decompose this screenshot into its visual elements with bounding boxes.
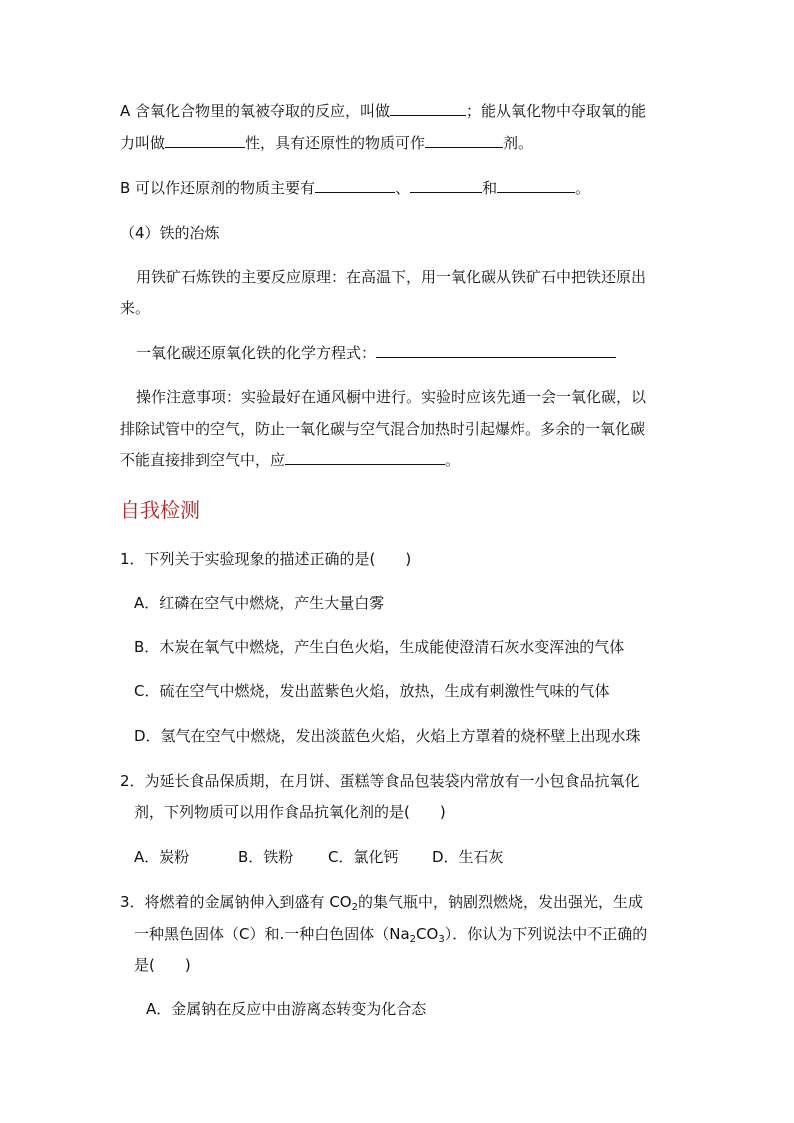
notes-line3-a: 不能直接排到空气中，应 <box>120 451 286 469</box>
q3-line2-sub1: 2 <box>409 934 417 945</box>
answer-blank[interactable] <box>315 177 395 193</box>
q3-line1-b: 的集气瓶中，钠剧烈燃烧，发出强光，生成 <box>357 893 643 911</box>
q1-option-d[interactable]: D．氢气在空气中燃烧，发出淡蓝色火焰，火焰上方罩着的烧杯壁上出现水珠 <box>134 727 641 745</box>
answer-blank[interactable] <box>497 177 575 193</box>
answer-blank[interactable] <box>390 100 466 116</box>
iron-notes-line2: 排除试管中的空气，防止一氧化碳与空气混合加热时引起爆炸。多余的一氧化碳 <box>120 420 646 438</box>
q3-stem-line1 <box>120 891 643 913</box>
q2-option-c[interactable]: C．氯化钙 <box>328 848 399 866</box>
answer-blank[interactable] <box>410 177 482 193</box>
notes-line3-b: 。 <box>445 451 461 469</box>
q3-line2-b: CO <box>416 925 439 943</box>
iron-principle-line2: 来。 <box>120 299 151 317</box>
q2-options-row <box>134 846 504 868</box>
self-test-heading: 自我检测 <box>120 498 200 522</box>
q1-option-a[interactable]: A．红磷在空气中燃烧，产生大量白雾 <box>134 594 385 612</box>
section-a-line2-c: 剂。 <box>503 134 534 152</box>
equation-label: 一氧化碳还原氧化铁的化学方程式： <box>136 344 377 362</box>
q3-line2-c: ）．你认为下列说法中不正确的 <box>444 925 648 943</box>
iron-principle-line1: 用铁矿石炼铁的主要反应原理：在高温下，用一氧化碳从铁矿石中把铁还原出 <box>136 268 647 286</box>
q3-line1-sub: 2 <box>351 902 358 913</box>
iron-equation-line <box>136 342 616 364</box>
section-b-text: B 可以作还原剂的物质主要有 <box>120 179 316 197</box>
section-a-text: A 含氧化合物里的氧被夺取的反应，叫做 <box>120 102 391 120</box>
answer-blank[interactable] <box>425 132 503 148</box>
q3-stem-line3: 是( ) <box>134 956 191 974</box>
q3-line2-a: 一种黑色固体（C）和.一种白色固体（Na <box>134 925 410 943</box>
section-a-line1 <box>120 100 646 122</box>
equation-blank[interactable] <box>376 342 616 358</box>
answer-blank[interactable] <box>285 449 445 465</box>
section-b-line <box>120 177 590 199</box>
iron-notes-line3 <box>120 449 460 471</box>
q3-line2-sub2: 3 <box>438 934 445 945</box>
section-b-sep1: 、 <box>395 179 411 197</box>
q2-stem-line2: 剂，下列物质可以用作食品抗氧化剂的是( ) <box>134 803 446 821</box>
section-a-line2-b: 性，具有还原性的物质可作 <box>245 134 426 152</box>
q3-stem-line2 <box>134 923 647 945</box>
iron-section-title: （4）铁的冶炼 <box>120 224 220 242</box>
q2-option-b[interactable]: B．铁粉 <box>238 848 294 866</box>
q1-option-b[interactable]: B．木炭在氧气中燃烧，产生白色火焰，生成能使澄清石灰水变浑浊的气体 <box>134 638 625 656</box>
section-a-line2-a: 力叫做 <box>120 134 166 152</box>
q2-stem-line1: 2．为延长食品保质期，在月饼、蛋糕等食品包装袋内常放有一小包食品抗氧化 <box>120 772 640 790</box>
q2-option-d[interactable]: D．生石灰 <box>432 848 504 866</box>
section-a-sep: ；能从氧化物中夺取氧的能 <box>466 102 647 120</box>
q1-option-c[interactable]: C．硫在空气中燃烧，发出蓝紫色火焰，放热，生成有刺激性气味的气体 <box>134 682 610 700</box>
q1-stem: 1．下列关于实验现象的描述正确的是( ) <box>120 550 412 568</box>
iron-notes-line1: 操作注意事项：实验最好在通风橱中进行。实验时应该先通一会一氧化碳，以 <box>136 388 647 406</box>
section-b-sep2: 和 <box>482 179 498 197</box>
section-b-end: 。 <box>575 179 591 197</box>
q3-line1-a: 3．将燃着的金属钠伸入到盛有 CO <box>120 893 352 911</box>
q3-option-a[interactable]: A．金属钠在反应中由游离态转变为化合态 <box>146 1000 427 1018</box>
answer-blank[interactable] <box>165 132 245 148</box>
section-a-line2 <box>120 132 533 154</box>
q2-option-a[interactable]: A．炭粉 <box>134 848 190 866</box>
